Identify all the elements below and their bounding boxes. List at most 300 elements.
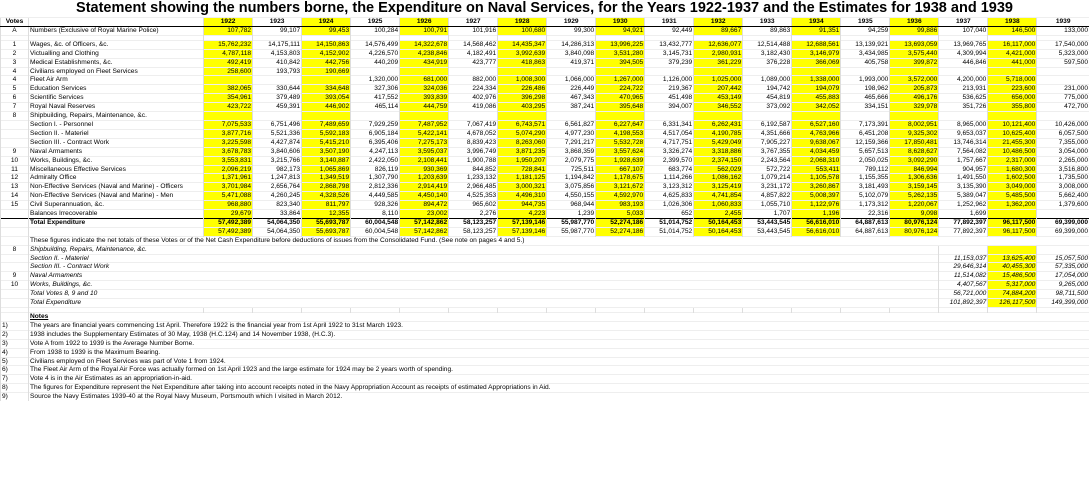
value-cell: 434,919 bbox=[400, 58, 449, 67]
value-cell: 29,646,314 bbox=[939, 263, 988, 272]
value-cell: 1,307,790 bbox=[351, 174, 400, 183]
table-row bbox=[1, 245, 1089, 254]
value-cell: 14,175,111 bbox=[253, 40, 302, 49]
table-row bbox=[1, 147, 1089, 156]
value-cell: 2,966,485 bbox=[449, 183, 498, 192]
value-cell: 6,527,160 bbox=[792, 120, 841, 129]
vote-number: 8 bbox=[1, 245, 29, 254]
value-cell: 904,957 bbox=[939, 165, 988, 174]
value-cell: 405,758 bbox=[841, 58, 890, 67]
vote-number: 10 bbox=[1, 281, 29, 290]
value-cell: 99,300 bbox=[547, 26, 596, 35]
value-cell: 6,057,500 bbox=[1037, 129, 1089, 138]
value-cell: 80,976,124 bbox=[890, 218, 939, 227]
value-cell: 92,449 bbox=[645, 26, 694, 35]
value-cell: 193,793 bbox=[253, 67, 302, 76]
value-cell: 94,259 bbox=[841, 26, 890, 35]
value-cell: 1,233,132 bbox=[449, 174, 498, 183]
value-cell: 3,121,672 bbox=[596, 183, 645, 192]
value-cell: 7,489,659 bbox=[302, 120, 351, 129]
value-cell: 417,552 bbox=[351, 94, 400, 103]
value-cell bbox=[498, 112, 547, 121]
value-cell: 5,485,500 bbox=[988, 192, 1037, 201]
value-cell: 15,057,500 bbox=[1037, 254, 1089, 263]
value-cell: 1,196 bbox=[792, 210, 841, 219]
value-cell: 1,247,813 bbox=[253, 174, 302, 183]
value-cell: 4,421,000 bbox=[988, 49, 1037, 58]
value-cell: 12,688,561 bbox=[792, 40, 841, 49]
value-cell: 96,117,500 bbox=[988, 227, 1037, 236]
value-cell: 446,902 bbox=[302, 103, 351, 112]
note-number: 7) bbox=[1, 375, 29, 384]
value-cell: 3,575,440 bbox=[890, 49, 939, 58]
value-cell: 789,112 bbox=[841, 165, 890, 174]
value-cell: 1,267,000 bbox=[596, 76, 645, 85]
value-cell: 5,592,183 bbox=[302, 129, 351, 138]
value-cell: 5,317,000 bbox=[988, 281, 1037, 290]
value-cell: 1,086,162 bbox=[694, 174, 743, 183]
value-cell: 60,004,548 bbox=[351, 218, 400, 227]
value-cell: 14,568,462 bbox=[449, 40, 498, 49]
value-cell bbox=[841, 67, 890, 76]
value-cell: 51,014,752 bbox=[645, 218, 694, 227]
value-cell bbox=[449, 112, 498, 121]
expenditure-table bbox=[0, 17, 1089, 401]
value-cell: 387,241 bbox=[547, 103, 596, 112]
value-cell bbox=[302, 112, 351, 121]
value-cell: 968,880 bbox=[204, 201, 253, 210]
value-cell: 224,722 bbox=[596, 85, 645, 94]
value-cell: 983,193 bbox=[596, 201, 645, 210]
value-cell: 11,514,082 bbox=[939, 272, 988, 281]
value-cell: 198,962 bbox=[841, 85, 890, 94]
value-cell: 1,379,600 bbox=[1037, 201, 1089, 210]
row-label: Wages, &c. of Officers, &c. bbox=[29, 40, 204, 49]
value-cell: 1,089,000 bbox=[743, 76, 792, 85]
value-cell: 6,262,431 bbox=[694, 120, 743, 129]
value-cell: 5,471,088 bbox=[204, 192, 253, 201]
value-cell bbox=[400, 112, 449, 121]
table-row bbox=[1, 156, 1089, 165]
note-number: 2) bbox=[1, 330, 29, 339]
note-item bbox=[1, 348, 1089, 357]
value-cell: 100,284 bbox=[351, 26, 400, 35]
value-cell: 126,117,500 bbox=[988, 299, 1037, 308]
value-cell: 4,238,846 bbox=[400, 49, 449, 58]
value-cell: 4,592,970 bbox=[596, 192, 645, 201]
value-cell: 1,950,207 bbox=[498, 156, 547, 165]
value-cell: 2,079,775 bbox=[547, 156, 596, 165]
value-cell bbox=[694, 67, 743, 76]
value-cell: 219,367 bbox=[645, 85, 694, 94]
value-cell: 133,000 bbox=[1037, 26, 1089, 35]
value-cell: 1,055,710 bbox=[743, 201, 792, 210]
value-cell bbox=[351, 112, 400, 121]
vote-number: 4 bbox=[1, 67, 29, 76]
value-cell bbox=[792, 67, 841, 76]
value-cell: 205,873 bbox=[890, 85, 939, 94]
value-cell: 33,864 bbox=[253, 210, 302, 219]
row-label: Total Votes 8, 9 and 10 bbox=[29, 290, 939, 299]
value-cell: 3,553,831 bbox=[204, 156, 253, 165]
value-cell: 56,616,010 bbox=[792, 227, 841, 236]
year-header: 1930 bbox=[596, 18, 645, 27]
vote-number bbox=[1, 129, 29, 138]
value-cell bbox=[596, 112, 645, 121]
value-cell bbox=[890, 112, 939, 121]
value-cell: 7,291,217 bbox=[547, 138, 596, 147]
year-header: 1923 bbox=[253, 18, 302, 27]
vote-number: 9 bbox=[1, 147, 29, 156]
value-cell: 4,309,994 bbox=[939, 49, 988, 58]
value-cell: 3,840,606 bbox=[253, 147, 302, 156]
value-cell: 21,455,300 bbox=[988, 138, 1037, 147]
row-label: Shipbuilding, Repairs, Maintenance, &c. bbox=[29, 245, 939, 254]
value-cell: 410,842 bbox=[253, 58, 302, 67]
note-number: 6) bbox=[1, 366, 29, 375]
note-item bbox=[1, 393, 1089, 401]
value-cell: 3,531,280 bbox=[596, 49, 645, 58]
row-label: Section II. - Materiel bbox=[29, 129, 204, 138]
table-row bbox=[1, 192, 1089, 201]
row-label: Total Expenditure bbox=[29, 299, 939, 308]
value-cell: 14,322,678 bbox=[400, 40, 449, 49]
value-cell: 16,117,000 bbox=[988, 40, 1037, 49]
vote-number bbox=[1, 263, 29, 272]
value-cell: 4,678,052 bbox=[449, 129, 498, 138]
value-cell bbox=[939, 67, 988, 76]
value-cell: 17,540,000 bbox=[1037, 40, 1089, 49]
value-cell: 1,993,000 bbox=[841, 76, 890, 85]
value-cell: 224,334 bbox=[449, 85, 498, 94]
value-cell: 96,117,500 bbox=[988, 218, 1037, 227]
value-cell: 3,075,856 bbox=[547, 183, 596, 192]
value-cell: 57,139,146 bbox=[498, 227, 547, 236]
value-cell: 775,000 bbox=[1037, 94, 1089, 103]
value-cell bbox=[547, 67, 596, 76]
value-cell bbox=[204, 76, 253, 85]
value-cell: 5,415,210 bbox=[302, 138, 351, 147]
note-item bbox=[1, 339, 1089, 348]
note-text: The figures for Expenditure represent the Net Expenditure after taking into account receipts noted in the Navy Appropriation Account as receipts of estimated Appropriations in Aid. bbox=[29, 384, 1089, 393]
row-label: Royal Naval Reserves bbox=[29, 103, 204, 112]
value-cell: 440,209 bbox=[351, 58, 400, 67]
value-cell: 57,492,389 bbox=[204, 227, 253, 236]
vote-number: 6 bbox=[1, 94, 29, 103]
value-cell: 5,662,400 bbox=[1037, 192, 1089, 201]
value-cell: 89,667 bbox=[694, 26, 743, 35]
value-cell: 7,905,227 bbox=[743, 138, 792, 147]
value-cell: 329,978 bbox=[890, 103, 939, 112]
value-cell: 3,868,359 bbox=[547, 147, 596, 156]
value-cell: 4,034,459 bbox=[792, 147, 841, 156]
row-label: Total Expenditure bbox=[29, 218, 204, 227]
row-label: Civil Superannuation, &c. bbox=[29, 201, 204, 210]
value-cell: 465,114 bbox=[351, 103, 400, 112]
value-cell: 9,653,037 bbox=[939, 129, 988, 138]
table-row bbox=[1, 138, 1089, 147]
value-cell: 882,000 bbox=[449, 76, 498, 85]
value-cell: 4,200,000 bbox=[939, 76, 988, 85]
value-cell: 4,450,140 bbox=[400, 192, 449, 201]
value-cell: 15,762,232 bbox=[204, 40, 253, 49]
value-cell bbox=[302, 76, 351, 85]
value-cell: 1,105,578 bbox=[792, 174, 841, 183]
value-cell: 2,868,798 bbox=[302, 183, 351, 192]
value-cell: 1,491,550 bbox=[939, 174, 988, 183]
year-header: 1925 bbox=[351, 18, 400, 27]
value-cell: 811,797 bbox=[302, 201, 351, 210]
value-cell: 9,325,302 bbox=[890, 129, 939, 138]
vote-number: 12 bbox=[1, 174, 29, 183]
value-cell: 100,680 bbox=[498, 26, 547, 35]
value-cell: 467,343 bbox=[547, 94, 596, 103]
value-cell: 454,819 bbox=[743, 94, 792, 103]
value-cell: 58,123,257 bbox=[449, 227, 498, 236]
value-cell: 99,886 bbox=[890, 26, 939, 35]
value-cell: 4,153,803 bbox=[253, 49, 302, 58]
row-label: Section III. - Contract Work bbox=[29, 138, 204, 147]
vote-number bbox=[1, 290, 29, 299]
vote-number: 3 bbox=[1, 58, 29, 67]
value-cell: 5,033 bbox=[596, 210, 645, 219]
value-cell: 536,625 bbox=[939, 94, 988, 103]
value-cell: 1,178,675 bbox=[596, 174, 645, 183]
value-cell: 1,114,266 bbox=[645, 174, 694, 183]
value-cell: 3,996,749 bbox=[449, 147, 498, 156]
value-cell: 53,443,545 bbox=[743, 218, 792, 227]
value-cell: 1,320,000 bbox=[351, 76, 400, 85]
value-cell: 982,173 bbox=[253, 165, 302, 174]
value-cell: 17,054,000 bbox=[1037, 272, 1089, 281]
value-cell: 4,525,353 bbox=[449, 192, 498, 201]
row-label: Works, Buildings, &c. bbox=[29, 156, 204, 165]
value-cell: 91,351 bbox=[792, 26, 841, 35]
value-cell: 4,741,854 bbox=[694, 192, 743, 201]
value-cell: 1,126,000 bbox=[645, 76, 694, 85]
row-label: Civilians employed on Fleet Services bbox=[29, 67, 204, 76]
value-cell: 928,326 bbox=[351, 201, 400, 210]
value-cell: 14,435,347 bbox=[498, 40, 547, 49]
value-cell: 492,419 bbox=[204, 58, 253, 67]
value-cell: 826,119 bbox=[351, 165, 400, 174]
value-cell: 101,916 bbox=[449, 26, 498, 35]
row-label: Education Services bbox=[29, 85, 204, 94]
year-header: 1931 bbox=[645, 18, 694, 27]
value-cell: 7,929,259 bbox=[351, 120, 400, 129]
value-cell: 553,411 bbox=[792, 165, 841, 174]
value-cell: 459,391 bbox=[253, 103, 302, 112]
value-cell: 64,887,613 bbox=[841, 227, 890, 236]
value-cell: 11,153,037 bbox=[939, 254, 988, 263]
value-cell: 54,064,350 bbox=[253, 227, 302, 236]
value-cell: 6,227,647 bbox=[596, 120, 645, 129]
value-cell: 1,026,306 bbox=[645, 201, 694, 210]
value-cell: 472,700 bbox=[1037, 103, 1089, 112]
table-row bbox=[1, 272, 1089, 281]
value-cell bbox=[645, 112, 694, 121]
vote-number: 2 bbox=[1, 49, 29, 58]
value-cell: 423,722 bbox=[204, 103, 253, 112]
row-label: Naval Armaments bbox=[29, 272, 939, 281]
value-cell: 3,701,984 bbox=[204, 183, 253, 192]
value-cell: 146,500 bbox=[988, 26, 1037, 35]
value-cell: 14,576,499 bbox=[351, 40, 400, 49]
value-cell: 393,839 bbox=[400, 94, 449, 103]
vote-number bbox=[1, 254, 29, 263]
value-cell: 1,680,300 bbox=[988, 165, 1037, 174]
note-number: 8) bbox=[1, 384, 29, 393]
value-cell: 1,362,200 bbox=[988, 201, 1037, 210]
value-cell: 57,142,862 bbox=[400, 227, 449, 236]
value-cell: 77,892,397 bbox=[939, 227, 988, 236]
value-cell: 451,498 bbox=[645, 94, 694, 103]
value-cell: 1,349,519 bbox=[302, 174, 351, 183]
value-cell bbox=[498, 67, 547, 76]
value-cell: 562,029 bbox=[694, 165, 743, 174]
value-cell: 4,328,526 bbox=[302, 192, 351, 201]
vote-number: 13 bbox=[1, 183, 29, 192]
vote-number: 11 bbox=[1, 165, 29, 174]
value-cell: 10,486,500 bbox=[988, 147, 1037, 156]
value-cell: 1,699 bbox=[939, 210, 988, 219]
value-cell: 351,726 bbox=[939, 103, 988, 112]
table-row bbox=[1, 210, 1089, 219]
value-cell: 3,231,172 bbox=[743, 183, 792, 192]
value-cell: 94,921 bbox=[596, 26, 645, 35]
year-header: 1927 bbox=[449, 18, 498, 27]
value-cell: 3,135,390 bbox=[939, 183, 988, 192]
table-row bbox=[1, 290, 1089, 299]
vote-number: 8 bbox=[1, 112, 29, 121]
note-number: 4) bbox=[1, 348, 29, 357]
value-cell bbox=[596, 67, 645, 76]
value-cell: 334,151 bbox=[841, 103, 890, 112]
value-cell: 1,079,214 bbox=[743, 174, 792, 183]
value-cell: 342,052 bbox=[792, 103, 841, 112]
value-cell: 226,486 bbox=[498, 85, 547, 94]
value-cell: 441,000 bbox=[988, 58, 1037, 67]
value-cell bbox=[1037, 210, 1089, 219]
value-cell: 107,040 bbox=[939, 26, 988, 35]
value-cell: 5,323,000 bbox=[1037, 49, 1089, 58]
value-cell: 55,987,770 bbox=[547, 218, 596, 227]
row-label: Miscellaneous Effective Services bbox=[29, 165, 204, 174]
table-row bbox=[1, 112, 1089, 121]
value-cell: 4,787,118 bbox=[204, 49, 253, 58]
table-row bbox=[1, 183, 1089, 192]
value-cell: 3,225,598 bbox=[204, 138, 253, 147]
value-cell: 51,014,752 bbox=[645, 227, 694, 236]
value-cell: 3,140,887 bbox=[302, 156, 351, 165]
value-cell: 12,355 bbox=[302, 210, 351, 219]
table-row bbox=[1, 313, 1089, 322]
value-cell: 656,000 bbox=[988, 94, 1037, 103]
value-cell: 54,064,350 bbox=[253, 218, 302, 227]
value-cell: 8,110 bbox=[351, 210, 400, 219]
value-cell: 3,326,274 bbox=[645, 147, 694, 156]
vote-number bbox=[1, 210, 29, 219]
value-cell: 12,636,077 bbox=[694, 40, 743, 49]
value-cell: 14,286,313 bbox=[547, 40, 596, 49]
value-cell bbox=[988, 210, 1037, 219]
note-text: Vote A from 1922 to 1939 is the Average Number Borne. bbox=[29, 339, 1089, 348]
value-cell: 1,371,961 bbox=[204, 174, 253, 183]
value-cell: 55,693,787 bbox=[302, 227, 351, 236]
value-cell: 4,496,310 bbox=[498, 192, 547, 201]
value-cell: 29,679 bbox=[204, 210, 253, 219]
value-cell: 3,572,000 bbox=[890, 76, 939, 85]
year-header: 1938 bbox=[988, 18, 1037, 27]
value-cell: 99,107 bbox=[253, 26, 302, 35]
value-cell: 465,666 bbox=[841, 94, 890, 103]
value-cell: 69,399,000 bbox=[1037, 218, 1089, 227]
year-header: 1924 bbox=[302, 18, 351, 27]
value-cell: 7,355,000 bbox=[1037, 138, 1089, 147]
value-cell: 5,008,397 bbox=[792, 192, 841, 201]
value-cell: 2,399,570 bbox=[645, 156, 694, 165]
value-cell: 17,850,481 bbox=[890, 138, 939, 147]
vote-number bbox=[1, 236, 29, 245]
value-cell: 3,145,731 bbox=[645, 49, 694, 58]
value-cell bbox=[939, 112, 988, 121]
value-cell: 13,746,314 bbox=[939, 138, 988, 147]
value-cell: 231,000 bbox=[1037, 85, 1089, 94]
value-cell: 50,164,453 bbox=[694, 227, 743, 236]
value-cell: 4,351,666 bbox=[743, 129, 792, 138]
value-cell: 194,079 bbox=[792, 85, 841, 94]
note-number: 5) bbox=[1, 357, 29, 366]
table-row bbox=[1, 40, 1089, 49]
year-header: 1926 bbox=[400, 18, 449, 27]
value-cell: 194,742 bbox=[743, 85, 792, 94]
value-cell: 1,060,833 bbox=[694, 201, 743, 210]
note-text: Source the Navy Estimates 1939-40 at the Royal Navy Museum, Portsmouth which I visited in March 2012. bbox=[29, 393, 1089, 401]
value-cell: 56,616,010 bbox=[792, 218, 841, 227]
value-cell: 58,123,257 bbox=[449, 218, 498, 227]
value-cell: 1,239 bbox=[547, 210, 596, 219]
value-cell: 346,552 bbox=[694, 103, 743, 112]
value-cell: 1,338,000 bbox=[792, 76, 841, 85]
value-cell: 2,108,441 bbox=[400, 156, 449, 165]
note-item bbox=[1, 375, 1089, 384]
value-cell: 382,065 bbox=[204, 85, 253, 94]
value-cell: 9,265,000 bbox=[1037, 281, 1089, 290]
row-label: Numbers (Exclusive of Royal Marine Police) bbox=[29, 26, 204, 35]
value-cell: 2,050,025 bbox=[841, 156, 890, 165]
value-cell: 50,164,453 bbox=[694, 218, 743, 227]
value-cell: 23,002 bbox=[400, 210, 449, 219]
note-text: Civilians employed on Fleet Services was part of Vote 1 from 1924. bbox=[29, 357, 1089, 366]
year-header: 1934 bbox=[792, 18, 841, 27]
value-cell: 330,644 bbox=[253, 85, 302, 94]
value-cell: 213,931 bbox=[939, 85, 988, 94]
value-cell: 419,371 bbox=[547, 58, 596, 67]
value-cell: 6,743,571 bbox=[498, 120, 547, 129]
value-cell: 1,194,842 bbox=[547, 174, 596, 183]
value-cell bbox=[841, 112, 890, 121]
table-row bbox=[1, 236, 1089, 245]
value-cell: 10,426,000 bbox=[1037, 120, 1089, 129]
value-cell: 1,066,000 bbox=[547, 76, 596, 85]
value-cell: 7,067,419 bbox=[449, 120, 498, 129]
value-cell: 3,123,312 bbox=[645, 183, 694, 192]
vote-number: A bbox=[1, 26, 29, 35]
value-cell: 393,054 bbox=[302, 94, 351, 103]
value-cell: 4,407,567 bbox=[939, 281, 988, 290]
table-row bbox=[1, 263, 1089, 272]
value-cell: 1,735,500 bbox=[1037, 174, 1089, 183]
